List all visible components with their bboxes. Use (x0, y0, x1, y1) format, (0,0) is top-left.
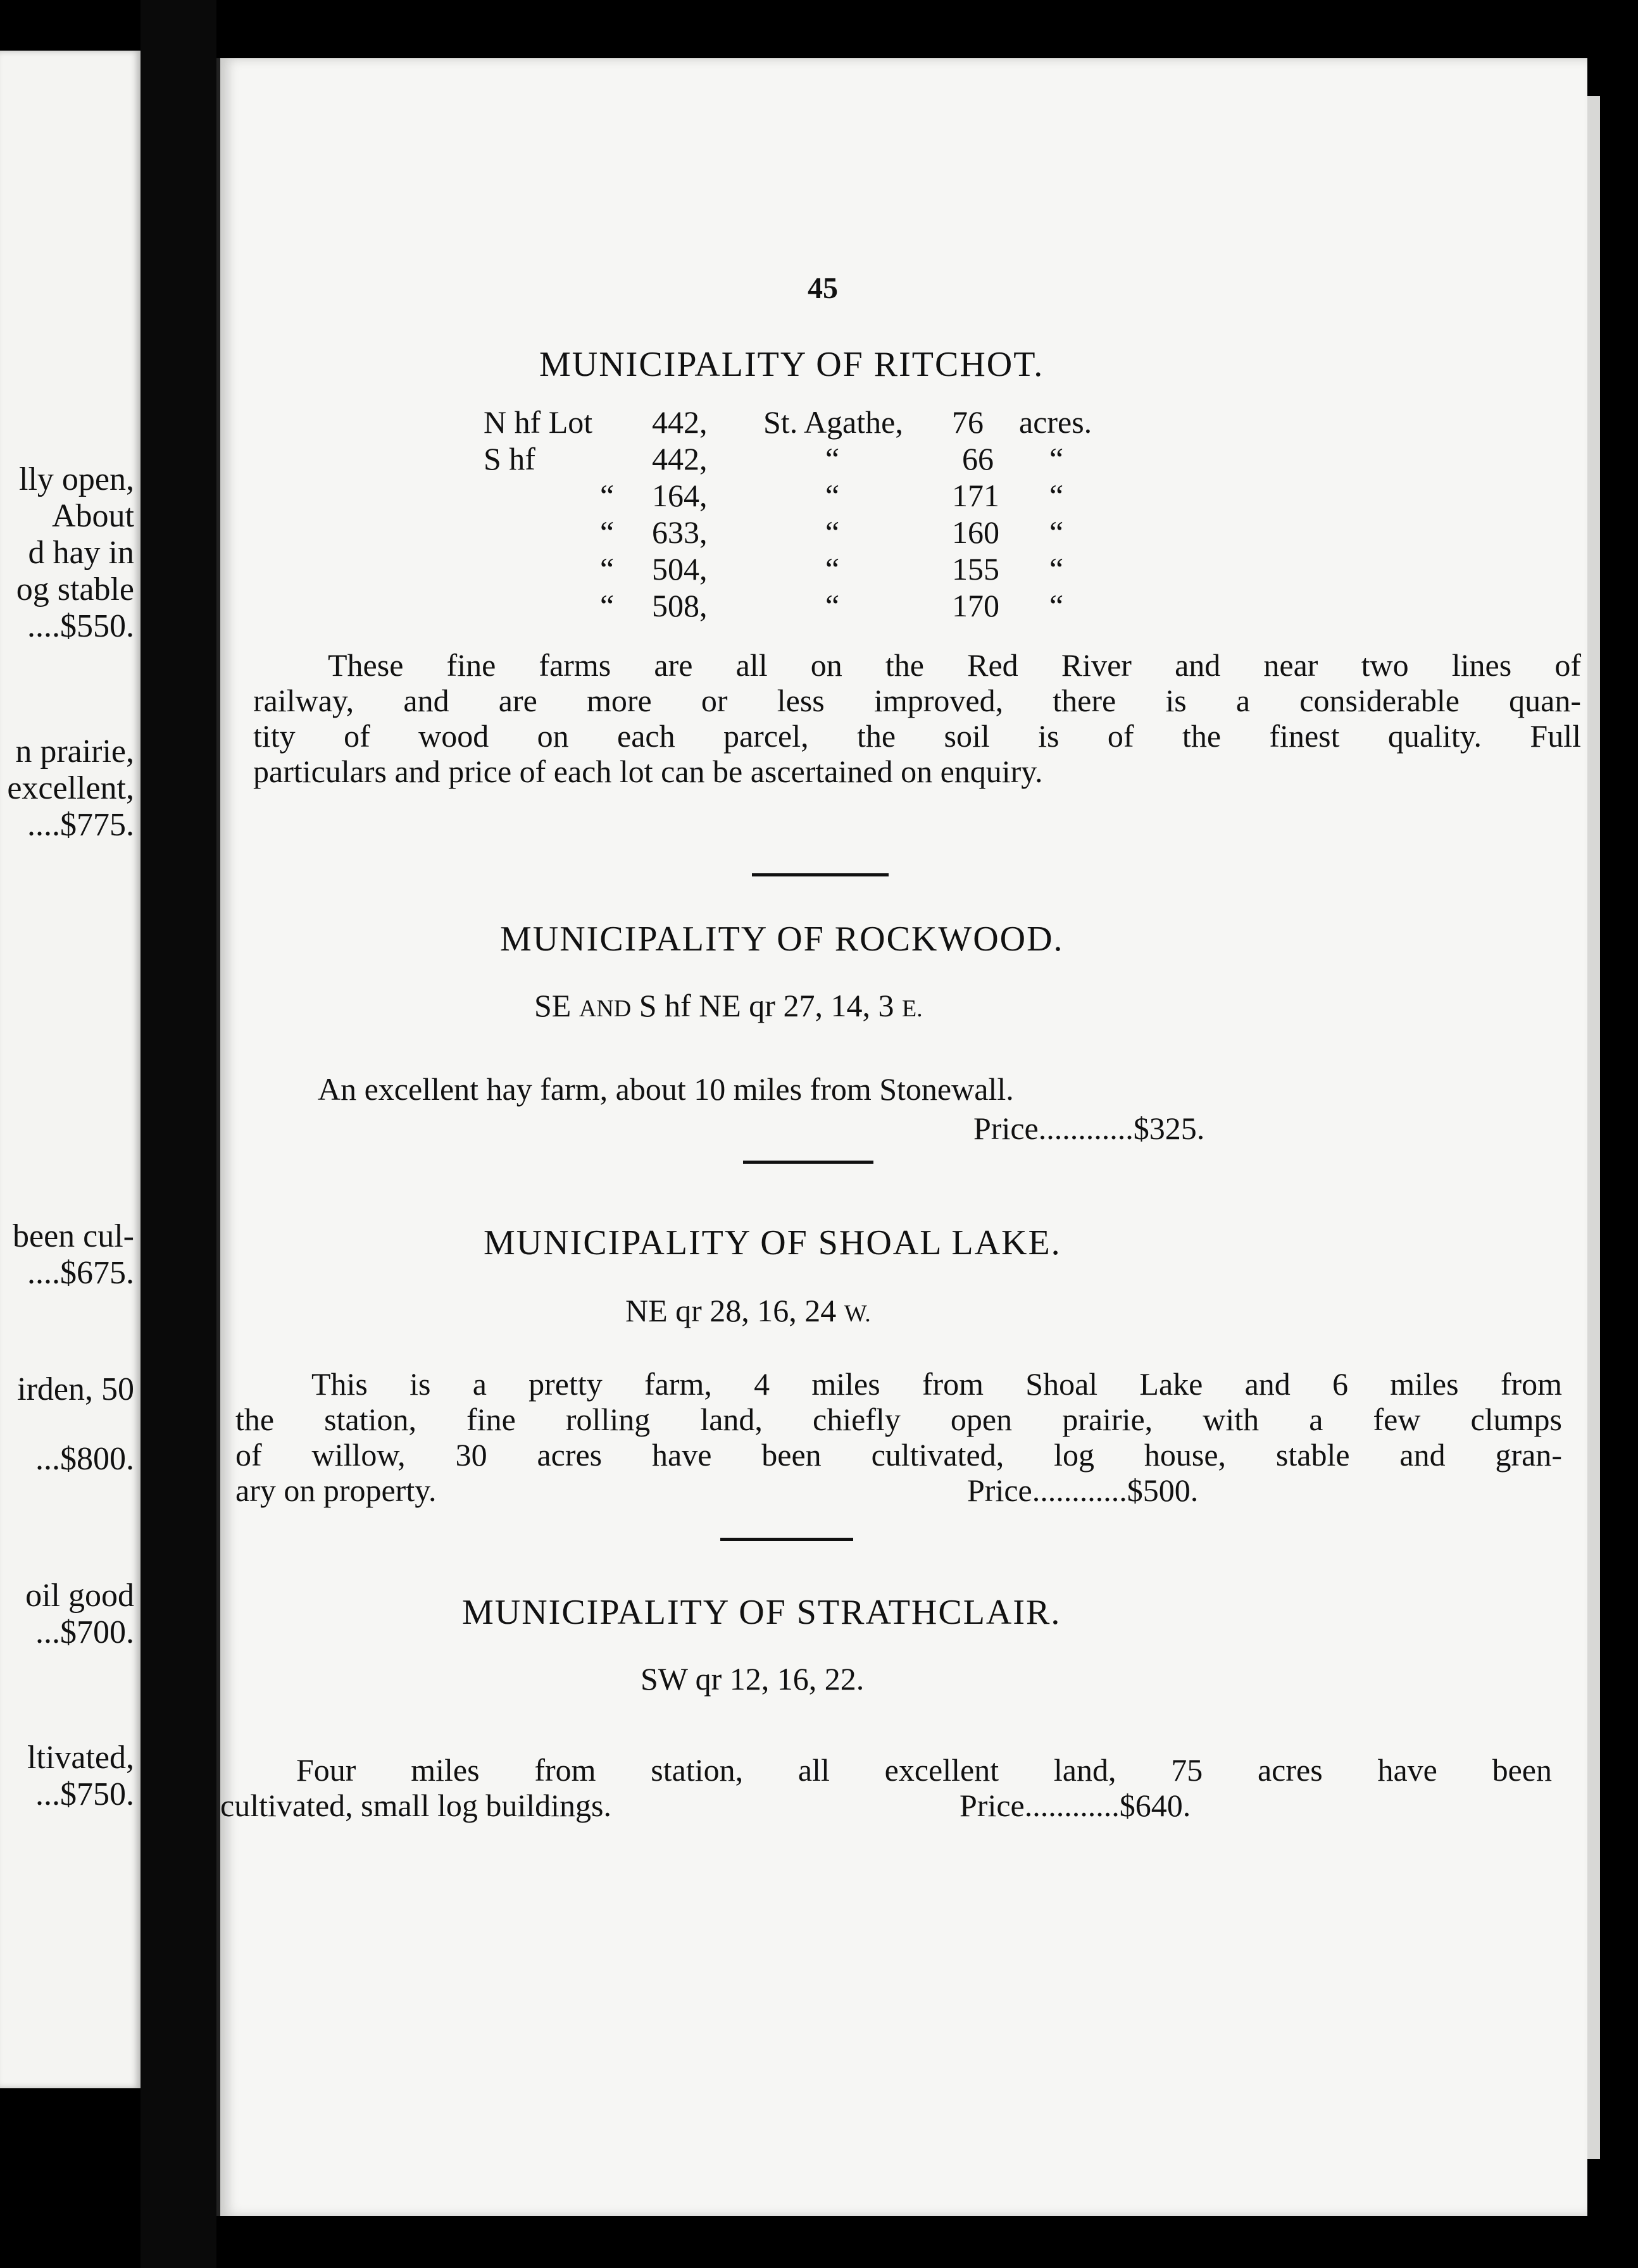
text-line: Four miles from station, all excellent land, 75 acres have been (296, 1752, 1552, 1788)
text-line: of willow, 30 acres have been cultivated, log house, stable and gran- (235, 1437, 1562, 1473)
left-facing-page (0, 51, 141, 2088)
page-gutter (141, 0, 216, 2268)
lot-number: 164, (652, 478, 708, 513)
left-page-line: d hay in (28, 535, 134, 571)
subheading-shoal-lake: NE qr 28, 16, 24 W. (625, 1293, 871, 1328)
heading-ritchot: MUNICIPALITY OF RITCHOT. (539, 345, 1044, 384)
left-page-line: irden, 50 (17, 1371, 134, 1407)
left-page-line: ...$800. (35, 1441, 134, 1477)
lot-unit: “ (1049, 478, 1064, 513)
text-line: These fine farms are all on the Red River and near two lines of (328, 647, 1581, 683)
lot-unit: acres. (1019, 404, 1092, 440)
section-divider (752, 873, 889, 876)
heading-strathclair: MUNICIPALITY OF STRATHCLAIR. (462, 1593, 1061, 1632)
page-number: 45 (808, 271, 838, 305)
text-line: This is a pretty farm, 4 miles from Shoal Lake and 6 miles from (311, 1366, 1562, 1402)
left-page-line: oil good (25, 1578, 134, 1614)
price-label: Price (973, 1111, 1039, 1146)
section-divider (720, 1538, 853, 1541)
price-label: Price (960, 1788, 1025, 1823)
lot-number: 508, (652, 588, 708, 623)
text-line: railway, and are more or less improved, there is a considerable quan- (253, 683, 1581, 718)
price-value: $500. (1127, 1473, 1199, 1508)
lot-unit: “ (1049, 514, 1064, 550)
price-rockwood (973, 1110, 1204, 1147)
left-page-line: ltivated, (27, 1740, 134, 1776)
price-strathclair (960, 1787, 1191, 1824)
lot-unit: “ (1049, 588, 1064, 623)
left-page-line: been cul- (12, 1218, 134, 1254)
text-line: tity of wood on each parcel, the soil is of the finest quality. Full (253, 718, 1581, 754)
lot-number: 442, (652, 441, 708, 477)
left-page-line: ...$700. (35, 1614, 134, 1650)
left-page-line: lly open, (19, 461, 134, 497)
lot-place: St. Agathe, (763, 404, 903, 440)
section-divider (743, 1161, 873, 1164)
lot-acres: 76 (952, 404, 984, 440)
left-page-line: About (52, 498, 134, 534)
lot-place: “ (825, 588, 840, 623)
text-line: the station, fine rolling land, chiefly open prairie, with a few clumps (235, 1402, 1562, 1437)
lot-place: “ (825, 514, 840, 550)
lot-desc: “ (600, 478, 615, 513)
lot-number: 633, (652, 514, 708, 550)
lot-number: 504, (652, 551, 708, 587)
lot-place: “ (825, 551, 840, 587)
heading-shoal-lake: MUNICIPALITY OF SHOAL LAKE. (484, 1223, 1061, 1262)
subheading-rockwood: SE AND S hf NE qr 27, 14, 3 E. (534, 988, 923, 1023)
text-line: ary on property. (235, 1473, 437, 1508)
price-shoal-lake (967, 1472, 1198, 1509)
price-dots: ............ (1032, 1473, 1127, 1508)
lot-acres: 170 (952, 588, 999, 623)
lot-desc: S hf (484, 441, 535, 477)
lot-desc: “ (600, 551, 615, 587)
price-value: $640. (1119, 1788, 1191, 1823)
left-page-line: og stable (16, 571, 134, 608)
text-line: particulars and price of each lot can be ascertained on enquiry. (253, 754, 1043, 789)
lot-acres: 171 (952, 478, 999, 513)
price-label: Price (967, 1473, 1032, 1508)
lot-unit: “ (1049, 441, 1064, 477)
lot-acres: 155 (952, 551, 999, 587)
left-page-line: excellent, (7, 770, 134, 806)
price-dots: ............ (1038, 1111, 1134, 1146)
heading-rockwood: MUNICIPALITY OF ROCKWOOD. (500, 919, 1064, 959)
price-dots: ............ (1024, 1788, 1120, 1823)
lot-place: “ (825, 478, 840, 513)
lot-unit: “ (1049, 551, 1064, 587)
text-line: cultivated, small log buildings. (220, 1788, 611, 1823)
main-page (216, 58, 1587, 2216)
text-line: An excellent hay farm, about 10 miles from Stonewall. (318, 1071, 1014, 1107)
left-page-line: ....$550. (27, 608, 134, 644)
lot-desc: “ (600, 514, 615, 550)
lot-place: “ (825, 441, 840, 477)
subheading-strathclair: SW qr 12, 16, 22. (641, 1661, 865, 1697)
lot-acres: 160 (952, 514, 999, 550)
lot-number: 442, (652, 404, 708, 440)
lot-desc: “ (600, 588, 615, 623)
left-page-line: ...$750. (35, 1776, 134, 1812)
price-value: $325. (1133, 1111, 1205, 1146)
left-page-line: n prairie, (15, 733, 134, 770)
page-edge (1587, 96, 1600, 2159)
left-page-line: ....$775. (27, 807, 134, 843)
left-page-line: ....$675. (27, 1255, 134, 1291)
lot-acres: 66 (962, 441, 994, 477)
lot-desc: N hf Lot (484, 404, 593, 440)
